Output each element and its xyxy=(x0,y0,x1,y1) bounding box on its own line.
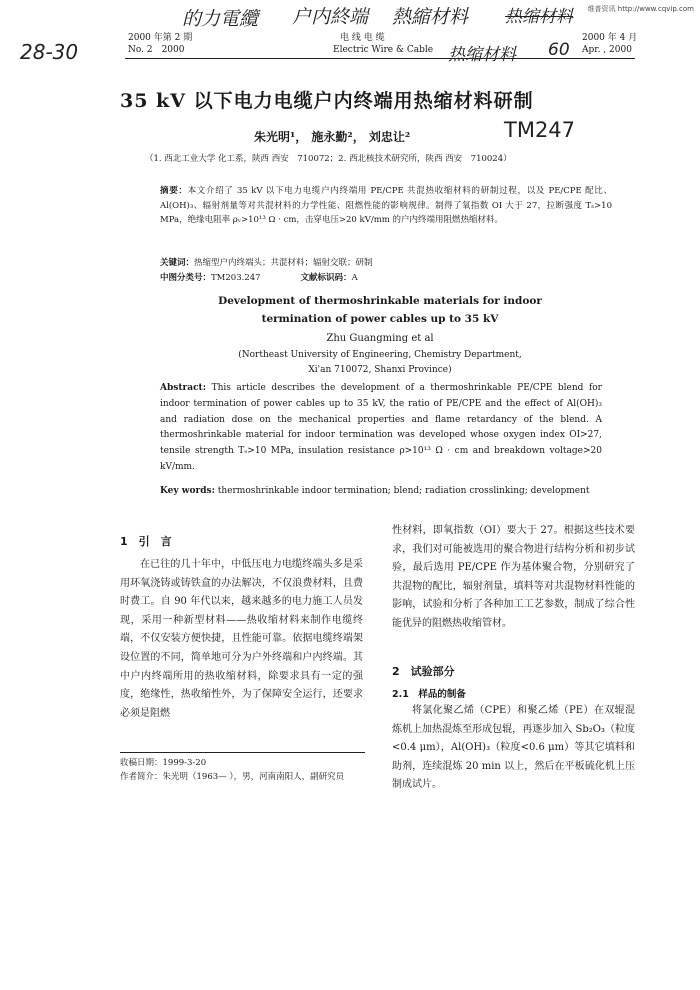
handwritten-note-3: 熱縮材料 xyxy=(392,6,469,28)
doc-code-value: A xyxy=(351,273,358,283)
handwritten-page-range: 28-30 xyxy=(20,40,79,64)
abstract-cn-text: 本文介绍了 35 kV 以下电力电缆户内终端用 PE/CPE 共混热收缩材料的研制过程，以及 PE/CPE 配比、Al(OH)₃、辐射剂量等对共混材料的力学性能、阻燃性能的影响规律。制得了氧指数 OI 大于 27，拉断强度 Tₛ>10 MPa，绝缘电阻率 ρᵥ>10¹³ Ω · cm，击穿电压>20 kV/mm 的户内终端用阻燃热缩材料。 xyxy=(160,186,612,225)
footnote-received: 收稿日期：1999-3-20 xyxy=(120,758,207,768)
section-2-heading: 2 试验部分 xyxy=(392,665,455,678)
authors: 朱光明¹， 施永勤²， 刘忠让² xyxy=(254,130,411,144)
footnote-rule xyxy=(120,752,365,753)
classification-label: 中图分类号： xyxy=(160,273,212,283)
abstract-en xyxy=(160,381,602,476)
affiliation: （1. 西北工业大学 化工系，陕西 西安 710072；2. 西北核技术研究所，陕西 西安 710024） xyxy=(145,154,512,164)
english-title xyxy=(160,292,600,328)
header-rule xyxy=(125,58,635,59)
abstract-en-text: This article describes the development of a thermoshrinkable PE/CPE blend for indoor termination of power cables up to 35 kV, the ratio of PE/CPE and the effect of Al(OH)₃ and radiation dose on the mechanical properties and flame retardancy of the blend. A thermoshrinkable material for indoor termination was developed whose oxygen index OI>27, tensile strength Tₛ>10 MPa, insulation resistance ρ>10¹³ Ω · cm and breakdown voltage>20 kV/mm. xyxy=(160,383,602,472)
footnote-bio: 作者简介：朱光明（1963— ），男，河南南阳人，副研究员 xyxy=(120,772,345,782)
header-date-cn: 2000 年 4 月 xyxy=(582,33,638,43)
english-affil-line1: (Northeast University of Engineering, Chemistry Department, xyxy=(238,350,522,360)
handwritten-page-mark: 60 xyxy=(548,40,570,60)
header-journal-cn: 电 线 电 缆 xyxy=(340,33,385,43)
handwritten-class-number: TM247 xyxy=(504,118,576,142)
handwritten-note-4: 热缩材料 xyxy=(505,7,573,27)
abstract-cn-label: 摘要： xyxy=(160,186,188,196)
header-issue-cn: 2000 年第 2 期 xyxy=(128,33,193,43)
keywords-en-text: thermoshrinkable indoor termination; blend; radiation crosslinking; development xyxy=(217,486,590,496)
watermark: 维普资讯 http://www.cqvip.com xyxy=(587,5,694,13)
handwritten-side-note: 热缩材料 xyxy=(448,45,516,65)
english-affiliation xyxy=(160,348,600,378)
keywords-cn-text: 热缩型户内终端头；共混材料；辐射交联；研制 xyxy=(194,258,373,268)
section-2-1-heading: 2.1 样品的制备 xyxy=(392,689,466,700)
english-title-line1: Development of thermoshrinkable materials for indoor xyxy=(218,295,542,307)
keywords-cn-label: 关键词： xyxy=(160,258,195,268)
classification-value: TM203.247 xyxy=(211,273,261,283)
keywords-en xyxy=(160,486,589,496)
keywords-cn xyxy=(160,256,612,271)
doc-code-label: 文献标识码： xyxy=(300,273,352,283)
right-col-paragraph-1: 性材料，即氧指数（OI）要大于 27。根据这些技术要求，我们对可能被选用的聚合物进行结构分析和初步试验，最后选用 PE/CPE 作为基体聚合物，分别研究了共混物的配比，辐射剂量，填料等对共混物材料性能的影响，试验和分析了各种加工工艺参数，制成了综合性能优异的阻燃热收缩管材。 xyxy=(392,525,635,629)
right-col-paragraph-2: 将氯化聚乙烯（CPE）和聚乙烯（PE）在双辊混炼机上加热混炼至形成包辊，再逐步加入 Sb₂O₃（粒度<0.4 μm），Al(OH)₃（粒度<0.6 μm）等其它填料和助剂，连续混炼 20 min 以上，然后在平板硫化机上压制成试片。 xyxy=(392,705,635,791)
english-author: Zhu Guangming et al xyxy=(326,333,434,344)
abstract-en-label: Abstract: xyxy=(160,383,207,393)
english-title-line2: termination of power cables up to 35 kV xyxy=(261,313,499,325)
header-issue-en: No. 2 2000 xyxy=(128,45,185,55)
english-affil-line2: Xi'an 710072, Shanxi Province) xyxy=(308,365,452,375)
section-1-heading: 1 引 言 xyxy=(120,535,172,548)
handwritten-note-2: 户内終端 xyxy=(292,6,369,28)
footnote xyxy=(120,756,365,784)
section-1-paragraph: 在已往的几十年中，中低压电力电缆终端头多是采用环氧浇铸或铸铁盒的办法解决，不仅浪费材料，且费时费工。自 90 年代以来，越来越多的电力施工人员发现，采用一种新型材料——热收缩材料来制作电缆终端，不仅安装方便快捷，且性能可靠。依据电缆终端架设位置的不同，简单地可分为户外终端和户内终端。其中户内终端所用的热收缩材料，除要求具有一定的强度，绝缘性，热收缩性外，为了保障安全运行，还要求必须是阻燃 xyxy=(120,559,363,719)
header-journal-en: Electric Wire & Cable xyxy=(333,45,434,55)
classification xyxy=(160,271,612,286)
keywords-en-label: Key words: xyxy=(160,486,215,496)
handwritten-note-1: 的力電纜 xyxy=(182,8,259,30)
paper-title: 35 kV 以下电力电缆户内终端用热缩材料研制 xyxy=(120,90,534,112)
header-date-en: Apr. , 2000 xyxy=(582,45,632,55)
abstract-cn xyxy=(160,184,612,228)
